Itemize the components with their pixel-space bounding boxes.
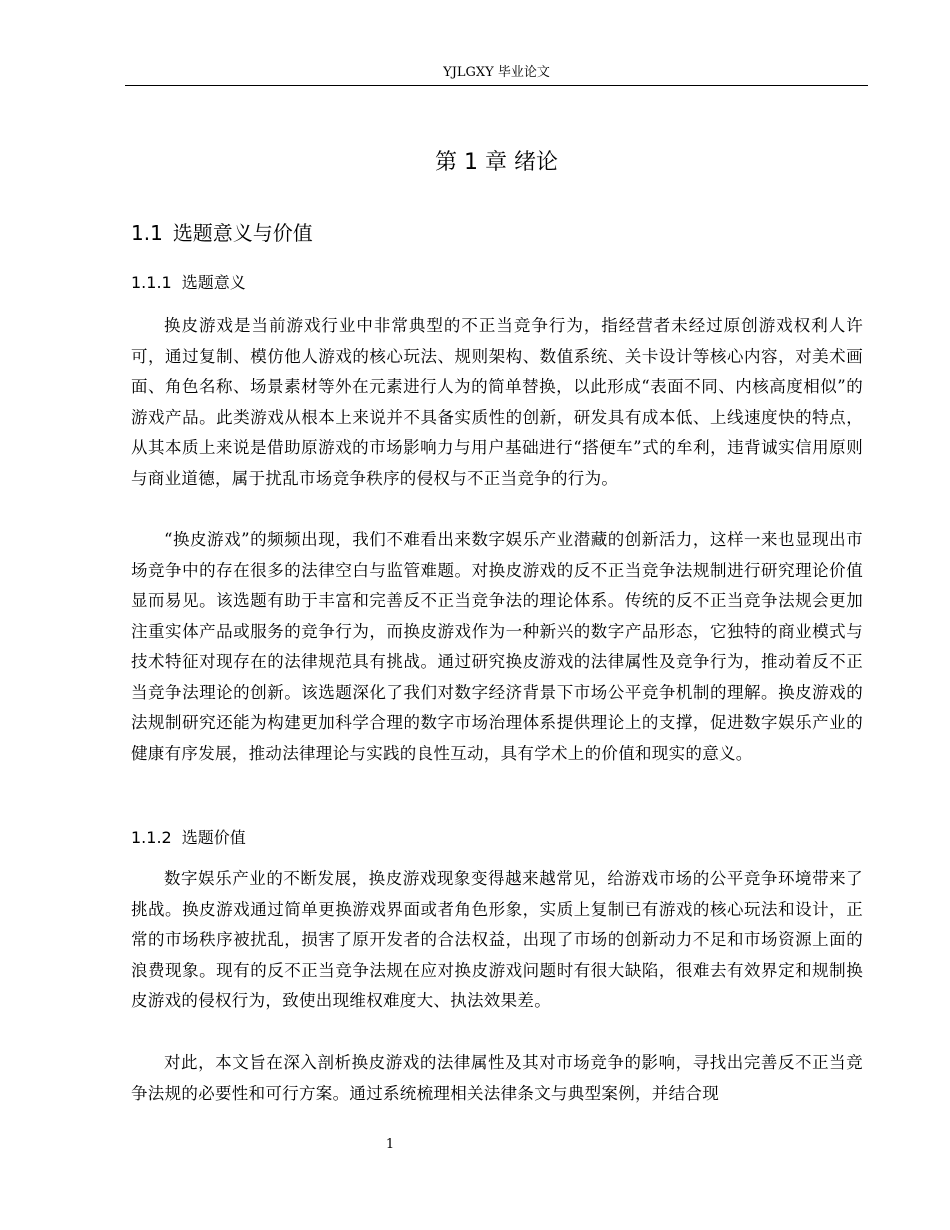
- body-paragraph-2: “换皮游戏”的频频出现，我们不难看出来数字娱乐产业潜藏的创新活力，这样一来也显现出市场竞争中的存在很多的法律空白与监管难题。对换皮游戏的反不正当竞争法规制进行研究理论价值显而易见。该选题有助于丰富和完善反不正当竞争法的理论体系。传统的反不正当竞争法规会更加注重实体产品或服务的竞争行为，而换皮游戏作为一种新兴的数字产品形态，它独特的商业模式与技术特征对现存在的法律规范具有挑战。通过研究换皮游戏的法律属性及竞争行为，推动着反不正当竞争法理论的创新。该选题深化了我们对数字经济背景下市场公平竞争机制的理解。换皮游戏的法规制研究还能为构建更加科学合理的数字市场治理体系提供理论上的支撑，促进数字娱乐产业的健康有序发展，推动法律理论与实践的良性互动，具有学术上的价值和现实的意义。: [131, 530, 863, 763]
- section-number: 1.1: [131, 221, 163, 245]
- body-paragraph-3: 数字娱乐产业的不断发展，换皮游戏现象变得越来越常见，给游戏市场的公平竞争环境带来了挑战。换皮游戏通过简单更换游戏界面或者角色形象，实质上复制已有游戏的核心玩法和设计，正常的市场秩序被扰乱，损害了原开发者的合法权益，出现了市场的创新动力不足和市场资源上面的浪费现象。现有的反不正当竞争法规在应对换皮游戏问题时有很大缺陷，很难去有效界定和规制换皮游戏的侵权行为，致使出现维权难度大、执法效果差。: [131, 869, 863, 1010]
- page-number: 1: [385, 1137, 395, 1152]
- section-number: 1.1.1: [131, 273, 172, 292]
- section-title: 选题意义: [181, 273, 246, 292]
- section-heading-1-1: [131, 217, 313, 249]
- section-heading-1-1-1: [131, 270, 246, 296]
- body-paragraph-4: 对此，本文旨在深入剖析换皮游戏的法律属性及其对市场竞争的影响，寻找出完善反不正当竞争法规的必要性和可行方案。通过系统梳理相关法律条文与典型案例，并结合现: [131, 1053, 863, 1103]
- header-divider: [125, 85, 868, 86]
- section-heading-1-1-2: [131, 825, 246, 851]
- body-paragraph-1: 换皮游戏是当前游戏行业中非常典型的不正当竞争行为，指经营者未经过原创游戏权利人许可，通过复制、模仿他人游戏的核心玩法、规则架构、数值系统、关卡设计等核心内容，对美术画面、角色名称、场景素材等外在元素进行人为的简单替换，以此形成“表面不同、内核高度相似”的游戏产品。此类游戏从根本上来说并不具备实质性的创新，研发具有成本低、上线速度快的特点，从其本质上来说是借助原游戏的市场影响力与用户基础进行“搭便车”式的牟利，违背诚实信用原则与商业道德，属于扰乱市场竞争秩序的侵权与不正当竞争的行为。: [131, 316, 863, 488]
- section-number: 1.1.2: [131, 828, 172, 847]
- running-header: YJLGXY 毕业论文: [443, 65, 550, 80]
- section-title: 选题价值: [181, 828, 246, 847]
- section-title: 选题意义与价值: [172, 221, 313, 245]
- chapter-title: 第 1 章 绪论: [435, 150, 558, 175]
